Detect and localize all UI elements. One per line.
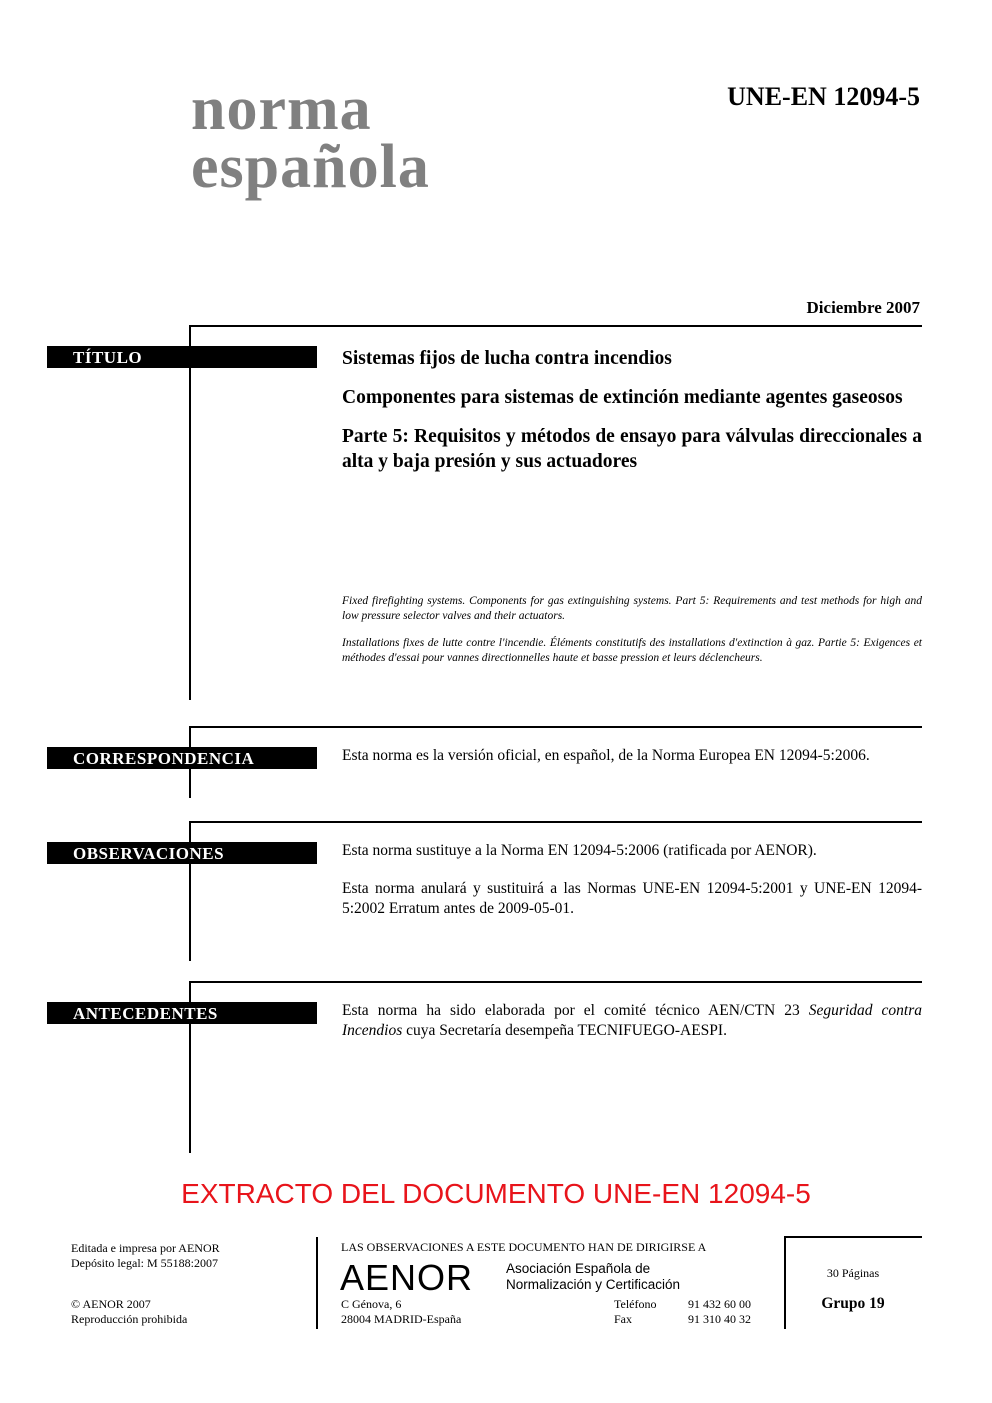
- title-translations: [342, 594, 922, 678]
- footer-box-top: [784, 1236, 922, 1238]
- correspondencia-text: Esta norma es la versión oficial, en español, de la Norma Europea EN 12094-5:2006.: [342, 747, 870, 764]
- title-french: Installations fixes de lutte contre l'incendie. Éléments constitutifs des installations d'extinction à gaz. Partie 5: Exigences et méthodes d'essai pour vannes directionnelles haute et basse pression et leurs déclencheurs.: [342, 637, 922, 664]
- label-antecedentes: ANTECEDENTES: [47, 1002, 317, 1024]
- title-line-2: Componentes para sistemas de extinción mediante agentes gaseosos: [342, 387, 903, 408]
- footer-contact-labels: [614, 1297, 656, 1327]
- aenor-sub-2: Normalización y Certificación: [506, 1277, 681, 1292]
- footer-observations-to: LAS OBSERVACIONES A ESTE DOCUMENTO HAN DE DIRIGIRSE A: [341, 1240, 707, 1254]
- antecedentes-text-end: cuya Secretaría desempeña TECNIFUEGO-AESPI.: [402, 1022, 727, 1039]
- observaciones-text-1: Esta norma sustituye a la Norma EN 12094-5:2006 (ratificada por AENOR).: [342, 842, 817, 859]
- standard-code: UNE-EN 12094-5: [727, 82, 920, 111]
- footer-rule-left: [316, 1237, 318, 1329]
- antecedentes-text-start: Esta norma ha sido elaborada por el comité técnico AEN/CTN 23: [342, 1002, 809, 1019]
- label-correspondencia: CORRESPONDENCIA: [47, 747, 317, 769]
- footer-edited: Editada e impresa por AENOR: [71, 1241, 220, 1255]
- footer-pages: 30 Páginas: [826, 1266, 880, 1280]
- brand-line-2: española: [191, 133, 430, 201]
- correspondencia-block: [342, 746, 922, 784]
- footer-group: Grupo 19: [821, 1295, 885, 1312]
- footer-address-2: 28004 MADRID-España: [341, 1312, 462, 1326]
- footer-publisher: [71, 1241, 220, 1271]
- footer-address: [341, 1297, 461, 1327]
- title-line-1: Sistemas fijos de lucha contra incendios: [342, 348, 672, 369]
- antecedentes-block: [342, 1001, 922, 1059]
- section-rule-titulo: [189, 325, 191, 700]
- footer-deposit: Depósito legal: M 55188:2007: [71, 1256, 218, 1270]
- footer-fax: 91 310 40 32: [688, 1312, 751, 1326]
- label-observaciones: OBSERVACIONES: [47, 842, 317, 864]
- footer-address-1: C Génova, 6: [341, 1297, 402, 1311]
- aenor-logo: AENOR: [340, 1257, 474, 1298]
- antecedentes-committee-name: Seguridad contra Incendios: [342, 1002, 923, 1039]
- extract-notice: EXTRACTO DEL DOCUMENTO UNE-EN 12094-5: [181, 1178, 811, 1209]
- section-divider-observaciones: [189, 821, 922, 823]
- footer-copyright: © AENOR 2007: [71, 1297, 151, 1311]
- footer-rule-right: [784, 1236, 786, 1329]
- brand-title: [191, 75, 430, 201]
- observaciones-block: [342, 841, 922, 937]
- aenor-sub-1: Asociación Española de: [506, 1261, 651, 1276]
- title-line-3: Parte 5: Requisitos y métodos de ensayo para válvulas direccionales a alta y baja presión y sus actuadores: [342, 426, 922, 472]
- footer-rights: [71, 1297, 187, 1327]
- section-divider-correspondencia: [189, 726, 922, 728]
- section-divider-titulo: [189, 325, 922, 327]
- footer-phone-label: Teléfono: [614, 1297, 657, 1311]
- title-english: Fixed firefighting systems. Components for gas extinguishing systems. Part 5: Requirements and test methods for high and low pressure selector valves and their actuators.: [342, 595, 922, 622]
- footer-fax-label: Fax: [614, 1312, 632, 1326]
- observaciones-text-2: Esta norma anulará y sustituirá a las Normas UNE-EN 12094-5:2001 y UNE-EN 12094-5:2002 Erratum antes de 2009-05-01.: [342, 880, 922, 917]
- section-divider-antecedentes: [189, 981, 922, 983]
- publication-date: Diciembre 2007: [806, 298, 920, 317]
- title-block: [342, 346, 922, 488]
- footer-contact-values: [688, 1297, 751, 1327]
- label-titulo: TÍTULO: [47, 346, 317, 368]
- footer-phone: 91 432 60 00: [688, 1297, 751, 1311]
- antecedentes-text: [342, 1001, 922, 1041]
- footer-reproduction: Reproducción prohibida: [71, 1312, 188, 1326]
- aenor-full-name: [506, 1261, 680, 1293]
- brand-line-1: norma: [191, 75, 372, 143]
